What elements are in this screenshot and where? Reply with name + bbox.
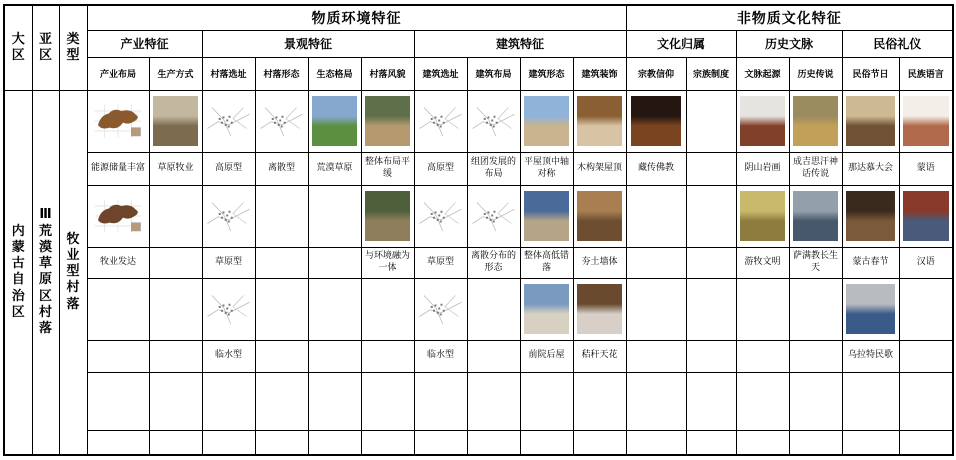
table-row-labels — [4, 340, 953, 372]
body-cell-label — [467, 340, 520, 372]
column-header: 产业布局 — [87, 57, 149, 90]
body-cell-image — [149, 372, 202, 430]
body-cell-label: 整体布局平缓 — [361, 152, 414, 185]
body-cell-label: 牧业发达 — [87, 247, 149, 278]
body-cell-image — [414, 185, 467, 247]
col-header-subregion — [32, 5, 59, 90]
building-layout-sketch — [471, 96, 516, 146]
body-cell-image — [361, 185, 414, 247]
body-cell-image — [899, 372, 953, 430]
body-cell-image — [255, 372, 308, 430]
col-header-subregion-text: 亚区 — [38, 31, 52, 63]
body-cell-label — [686, 152, 736, 185]
building-site-sketch — [418, 96, 463, 146]
body-cell-image — [202, 185, 255, 247]
body-cell-image — [308, 372, 361, 430]
yinshan-rock-cliff-photo — [740, 96, 785, 146]
row-header-type — [59, 90, 87, 455]
village-site-sketch — [206, 191, 251, 241]
body-cell-image — [789, 278, 842, 340]
row-header-region — [4, 90, 32, 455]
body-cell-label: 临水型 — [414, 340, 467, 372]
body-cell-image — [255, 185, 308, 247]
body-cell-image — [573, 278, 626, 340]
body-cell-image — [842, 372, 899, 430]
indoor-feast-photo — [846, 191, 895, 241]
body-cell-label: 荒漠草原 — [308, 152, 361, 185]
body-cell-label — [149, 430, 202, 455]
body-cell-image — [361, 372, 414, 430]
body-cell-label: 高原型 — [202, 152, 255, 185]
body-cell-label: 夯土墙体 — [573, 247, 626, 278]
column-header: 历史传说 — [789, 57, 842, 90]
body-cell-label — [573, 430, 626, 455]
table-row-labels — [4, 430, 953, 455]
body-cell-image — [789, 185, 842, 247]
body-cell-image — [520, 185, 573, 247]
column-header: 生态格局 — [308, 57, 361, 90]
straw-ceiling-photo — [577, 284, 622, 334]
body-cell-image — [736, 185, 789, 247]
body-cell-image — [467, 278, 520, 340]
body-cell-label — [255, 340, 308, 372]
body-cell-image — [308, 185, 361, 247]
body-cell-label — [626, 247, 686, 278]
naadam-horsemen-photo — [846, 96, 895, 146]
body-cell-label: 汉语 — [899, 247, 953, 278]
body-cell-label: 秸秆天花 — [573, 340, 626, 372]
shaman-sky-photo — [793, 191, 838, 241]
body-cell-label — [467, 430, 520, 455]
body-cell-image — [842, 90, 899, 152]
body-cell-label — [520, 430, 573, 455]
village-trees-photo — [365, 191, 410, 241]
body-cell-image — [149, 185, 202, 247]
body-cell-label — [899, 430, 953, 455]
village-site-sketch — [206, 284, 251, 334]
subgroup-header-historical-context: 历史文脉 — [736, 30, 842, 57]
group-header-material-environment: 物质环境特征 — [87, 5, 626, 30]
desert-steppe-photo — [312, 96, 357, 146]
column-header: 建筑选址 — [414, 57, 467, 90]
body-cell-image — [149, 90, 202, 152]
body-cell-image — [899, 90, 953, 152]
body-cell-label: 那达慕大会 — [842, 152, 899, 185]
building-site-sketch — [418, 191, 463, 241]
courtyard-house-photo — [524, 284, 569, 334]
body-cell-image — [842, 185, 899, 247]
body-cell-label: 高原型 — [414, 152, 467, 185]
body-cell-label: 藏传佛教 — [626, 152, 686, 185]
body-cell-image — [686, 90, 736, 152]
column-header: 文脉起源 — [736, 57, 789, 90]
body-cell-image — [202, 278, 255, 340]
body-cell-label: 能源储量丰富 — [87, 152, 149, 185]
body-cell-label — [626, 430, 686, 455]
table-row-labels — [4, 247, 953, 278]
body-cell-label: 临水型 — [202, 340, 255, 372]
column-header: 建筑装饰 — [573, 57, 626, 90]
column-header: 村落形态 — [255, 57, 308, 90]
body-cell-image — [87, 278, 149, 340]
body-cell-label — [686, 430, 736, 455]
body-cell-image — [842, 278, 899, 340]
body-cell-image — [308, 278, 361, 340]
subgroup-header-cultural-belonging: 文化归属 — [626, 30, 736, 57]
group-header-intangible-culture: 非物质文化特征 — [626, 5, 953, 30]
body-cell-image — [736, 372, 789, 430]
body-cell-label: 平屋顶中轴对称 — [520, 152, 573, 185]
body-cell-label — [361, 340, 414, 372]
body-cell-label — [255, 247, 308, 278]
body-cell-image — [899, 278, 953, 340]
monastery-photo — [631, 96, 681, 146]
mongolian-costume-photo — [903, 96, 949, 146]
body-cell-image — [308, 90, 361, 152]
body-cell-label: 离散型 — [255, 152, 308, 185]
body-cell-label: 离散分布的形态 — [467, 247, 520, 278]
header-row-columns — [4, 57, 953, 90]
table-row-images — [4, 372, 953, 430]
body-cell-image — [573, 90, 626, 152]
body-cell-image — [520, 372, 573, 430]
petroglyph-photo — [740, 191, 785, 241]
wooden-roof-photo — [577, 96, 622, 146]
body-cell-image — [414, 372, 467, 430]
body-cell-label: 木构架屋顶 — [573, 152, 626, 185]
body-cell-image — [789, 90, 842, 152]
body-cell-image — [202, 372, 255, 430]
village-form-sketch — [259, 96, 304, 146]
body-cell-label: 整体高低错落 — [520, 247, 573, 278]
inner-mongolia-map-image — [93, 191, 143, 241]
body-cell-label — [308, 430, 361, 455]
subgroup-header-architecture: 建筑特征 — [414, 30, 626, 57]
body-cell-label: 草原型 — [202, 247, 255, 278]
body-cell-label — [899, 340, 953, 372]
body-cell-image — [202, 90, 255, 152]
body-cell-image — [255, 278, 308, 340]
body-cell-image — [626, 278, 686, 340]
body-cell-label — [255, 430, 308, 455]
body-cell-image — [87, 90, 149, 152]
body-cell-label — [842, 430, 899, 455]
body-cell-label: 成吉思汗神话传说 — [789, 152, 842, 185]
body-cell-image — [361, 278, 414, 340]
body-cell-label — [202, 430, 255, 455]
body-cell-image — [414, 278, 467, 340]
column-header: 建筑形态 — [520, 57, 573, 90]
col-header-region — [4, 5, 32, 90]
body-cell-label: 草原型 — [414, 247, 467, 278]
body-cell-image — [573, 185, 626, 247]
table-row-images — [4, 90, 953, 152]
building-layout-sketch — [471, 191, 516, 241]
body-cell-label — [414, 430, 467, 455]
body-cell-label — [149, 340, 202, 372]
body-cell-label: 组团发展的布局 — [467, 152, 520, 185]
body-cell-image — [467, 185, 520, 247]
body-cell-image — [899, 185, 953, 247]
body-cell-image — [87, 372, 149, 430]
body-cell-image — [149, 278, 202, 340]
body-cell-label — [736, 340, 789, 372]
body-cell-image — [686, 372, 736, 430]
adobe-house-photo — [577, 191, 622, 241]
village-street-photo — [365, 96, 410, 146]
low-houses-photo — [524, 191, 569, 241]
body-cell-label — [361, 430, 414, 455]
village-characteristics-table — [3, 4, 954, 456]
column-header: 民俗节日 — [842, 57, 899, 90]
body-cell-label — [308, 340, 361, 372]
header-row-subgroups — [4, 30, 953, 57]
column-header: 宗教信仰 — [626, 57, 686, 90]
flat-roof-house-photo — [524, 96, 569, 146]
row-header-type-text: 牧业型村落 — [66, 231, 80, 312]
body-cell-label — [686, 247, 736, 278]
subgroup-header-folk-ritual: 民俗礼仪 — [842, 30, 953, 57]
body-cell-label: 前院后屋 — [520, 340, 573, 372]
body-cell-label: 游牧文明 — [736, 247, 789, 278]
body-cell-label: 阴山岩画 — [736, 152, 789, 185]
body-cell-image — [414, 90, 467, 152]
body-cell-image — [361, 90, 414, 152]
body-cell-label: 蒙古春节 — [842, 247, 899, 278]
body-cell-image — [255, 90, 308, 152]
column-header: 村落风貌 — [361, 57, 414, 90]
body-cell-image — [736, 278, 789, 340]
body-cell-image — [520, 90, 573, 152]
building-site-sketch — [418, 284, 463, 334]
table-row-images — [4, 185, 953, 247]
column-header: 民族语言 — [899, 57, 953, 90]
col-header-type-text: 类型 — [66, 31, 80, 63]
row-header-subregion — [32, 90, 59, 455]
genghis-khan-statue-photo — [793, 96, 838, 146]
body-cell-image — [467, 372, 520, 430]
grassland-herd-photo — [153, 96, 198, 146]
body-cell-image — [736, 90, 789, 152]
table-row-labels — [4, 152, 953, 185]
column-header: 建筑布局 — [467, 57, 520, 90]
body-cell-label — [308, 247, 361, 278]
body-cell-label: 与环境融为一体 — [361, 247, 414, 278]
col-header-region-text: 大区 — [11, 31, 25, 63]
body-cell-image — [686, 185, 736, 247]
temple-hall-photo — [903, 191, 949, 241]
subgroup-header-industry: 产业特征 — [87, 30, 202, 57]
table-row-images — [4, 278, 953, 340]
village-site-sketch — [206, 96, 251, 146]
header-row-groups — [4, 5, 953, 30]
column-header: 宗族制度 — [686, 57, 736, 90]
body-cell-image — [573, 372, 626, 430]
body-cell-image — [87, 185, 149, 247]
col-header-type — [59, 5, 87, 90]
body-cell-label — [789, 430, 842, 455]
body-cell-label: 草原牧业 — [149, 152, 202, 185]
row-header-subregion-text: Ⅲ荒漠草原区村落 — [38, 207, 52, 336]
body-cell-image — [789, 372, 842, 430]
body-cell-image — [686, 278, 736, 340]
column-header: 村落选址 — [202, 57, 255, 90]
body-cell-label — [87, 430, 149, 455]
body-cell-label — [149, 247, 202, 278]
body-cell-image — [626, 185, 686, 247]
body-cell-label — [87, 340, 149, 372]
body-cell-image — [467, 90, 520, 152]
row-header-region-text: 内蒙古自治区 — [11, 223, 25, 320]
body-cell-image — [626, 90, 686, 152]
urad-folk-singers-photo — [846, 284, 895, 334]
body-cell-label — [736, 430, 789, 455]
body-cell-label — [789, 340, 842, 372]
body-cell-image — [520, 278, 573, 340]
body-cell-label — [686, 340, 736, 372]
inner-mongolia-map-image — [93, 96, 143, 146]
body-cell-image — [626, 372, 686, 430]
subgroup-header-landscape: 景观特征 — [202, 30, 414, 57]
body-cell-label: 乌拉特民歌 — [842, 340, 899, 372]
body-cell-label — [626, 340, 686, 372]
body-cell-label: 蒙语 — [899, 152, 953, 185]
column-header: 生产方式 — [149, 57, 202, 90]
body-cell-label: 萨满教长生天 — [789, 247, 842, 278]
